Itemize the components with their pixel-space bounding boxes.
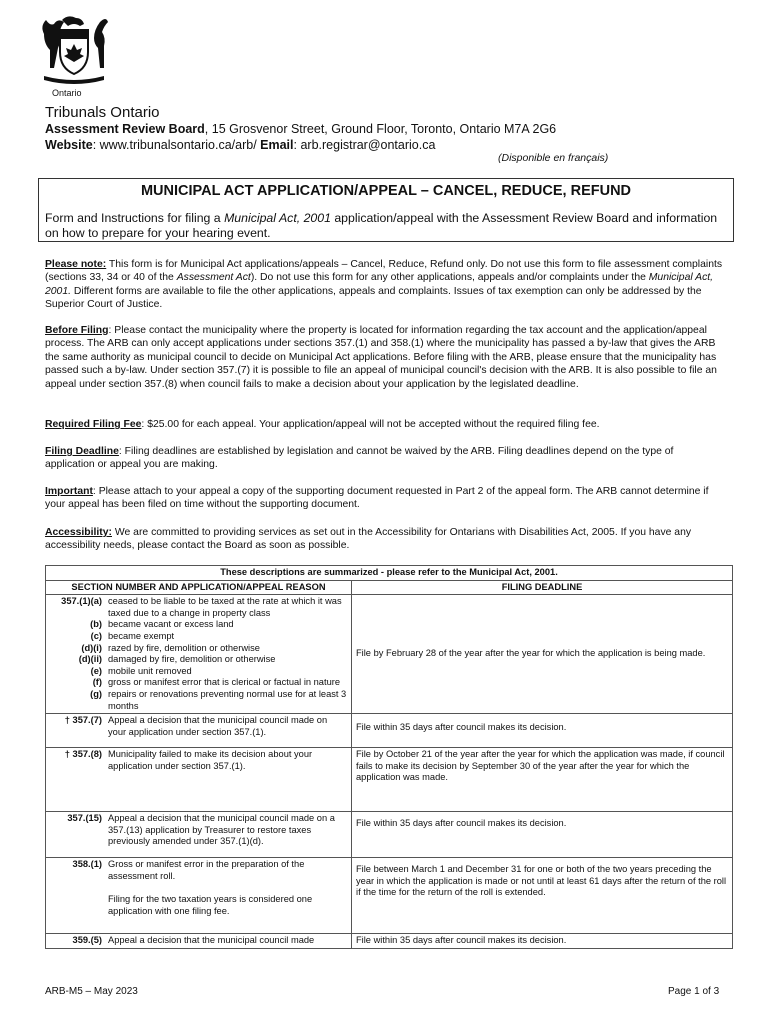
section-number: † 357.(8): [64, 749, 102, 760]
section-number: 357.(15): [67, 813, 102, 824]
before-filing-paragraph: Before Filing: Please contact the municipality where the property is located for information regarding the tax account and the application/appeal process. The ARB can only accept applications under sections 357.(1) and 358.(1) where the municipality has passed a by-law that gives the ARB the same authority as municipal council to decide on Municipal Act applications. Before filing with the ARB, please ensure that the municipality has passed such a by-law. Under section 357.(7) it is possible to file an appeal of municipal council's decision with the ARB. It is also possible to file an appeal under section 357.(8) when council fails to make a decision about your application by the legislated deadline.: [45, 325, 717, 390]
table-caption-row: [46, 566, 733, 581]
section-number: 359.(5): [72, 935, 102, 946]
deadline-cell: File by February 28 of the year after the year for which the application is being made.: [352, 595, 733, 714]
accessibility-heading: Accessibility:: [45, 527, 112, 538]
table-row: [46, 714, 733, 748]
table-caption: These descriptions are summarized - please refer to the Municipal Act, 2001.: [46, 566, 733, 581]
filing-deadline-paragraph: Filing Deadline: Filing deadlines are established by legislation and cannot be waived by the ARB. Filing deadlines depend on the type of application or appeal you are making.: [45, 446, 674, 471]
reason-text: Municipality failed to make its decision about your application under section 357.(1).: [108, 749, 313, 771]
please-note-paragraph: Please note: This form is for Municipal Act applications/appeals – Cancel, Reduce, Refund only. Do not use this form to file assessment complaints (sections 33, 34 or 40 of the Assessment Act). Do not use this form for any other applications, appeals and/or complaints under the Municipal Act, 2001. Different forms are available to file the other applications, appeals and complaints. Issues of tax exemption can only be addressed by the Superior Court of Justice.: [45, 259, 723, 311]
important-heading: Important: [45, 486, 93, 497]
table-row: [46, 812, 733, 858]
column-header-section: SECTION NUMBER AND APPLICATION/APPEAL REASON: [46, 580, 352, 595]
table-row: [46, 595, 733, 714]
contact-line: [45, 138, 435, 152]
reason-text: Appeal a decision that the municipal council made on a 357.(13) application by Treasurer to restore taxes previously amended under 357.(1)(d).: [108, 813, 335, 847]
deadline-cell: File within 35 days after council makes its decision.: [352, 934, 733, 949]
form-intro: Form and Instructions for filing a Municipal Act, 2001 application/appeal with the Assessment Review Board and information on how to prepare for your hearing event.: [45, 211, 718, 240]
deadline-cell: File between March 1 and December 31 for one or both of the two years preceding the year in which the application is made or not until at least 61 days after the return of the roll if the time for the return of the roll is extended.: [352, 858, 733, 934]
email-label: Email: [260, 138, 294, 152]
form-title: MUNICIPAL ACT APPLICATION/APPEAL – CANCEL, REDUCE, REFUND: [140, 183, 632, 199]
please-note-heading: Please note:: [45, 259, 107, 270]
table-header-row: [46, 580, 733, 595]
board-address: [45, 122, 556, 136]
section-number: 358.(1): [72, 859, 102, 870]
column-header-deadline: FILING DEADLINE: [352, 580, 733, 595]
title-box: [38, 178, 734, 242]
logo-wordmark: Ontario: [52, 88, 82, 98]
address-text: , 15 Grosvenor Street, Ground Floor, Toronto, Ontario M7A 2G6: [204, 122, 557, 136]
accessibility-paragraph: Accessibility: We are committed to providing services as set out in the Accessibility for Ontarians with Disabilities Act, 2005. If you have any accessibility needs, please contact the Board as soon as possible.: [45, 527, 692, 552]
form-id-footer: ARB-M5 – May 2023: [45, 986, 138, 997]
important-paragraph: Important: Please attach to your appeal a copy of the supporting document requested in Part 2 of the appeal form. The ARB cannot determine if your appeal has been filed on time without the supporting document.: [45, 486, 709, 511]
filing-fee-heading: Required Filing Fee: [45, 419, 142, 430]
organization-name: Tribunals Ontario: [45, 104, 160, 121]
french-availability-note[interactable]: (Disponible en français): [498, 152, 609, 164]
deadline-cell: File within 35 days after council makes its decision.: [352, 714, 733, 748]
table-row: [46, 934, 733, 949]
section-357-1-reasons: 357.(1)(a) ceased to be liable to be taxed at the rate at which it was taxed due to a change in property class (b) became vacant or excess land (c) became exempt (d)(i) razed by fire, demolition or otherwise (d)(ii) damaged by fire, demolition or otherwise (e) mobile unit removed (f) gross or manifest error that is clerical or factual in nature (g) repairs or renovations preventing normal use for at least 3 months: [46, 595, 352, 714]
table-row: [46, 748, 733, 812]
table-row: [46, 858, 733, 934]
website-label: Website: [45, 138, 93, 152]
page-number: Page 1 of 3: [668, 986, 720, 997]
website-link[interactable]: : www.tribunalsontario.ca/arb/: [92, 138, 261, 152]
reason-text: Gross or manifest error in the preparation of the assessment roll. Filing for the two taxation years is considered one application with one filing fee.: [108, 859, 313, 916]
board-name: Assessment Review Board: [45, 122, 205, 136]
application-reasons-table: [45, 565, 733, 949]
filing-fee-paragraph: Required Filing Fee: $25.00 for each appeal. Your application/appeal will not be accepted without the required filing fee.: [45, 419, 600, 430]
email-link[interactable]: : arb.registrar@ontario.ca: [293, 138, 436, 152]
reason-text: Appeal a decision that the municipal council made on your application under section 357.(1).: [108, 715, 328, 737]
filing-deadline-heading: Filing Deadline: [45, 446, 119, 457]
section-number: † 357.(7): [64, 715, 102, 726]
reason-text: Appeal a decision that the municipal council made: [108, 935, 315, 946]
before-filing-heading: Before Filing: [45, 325, 109, 336]
deadline-cell: File by October 21 of the year after the year for which the application was made, if council fails to make its decision by September 30 of the year after the year for which the application was made.: [352, 748, 733, 812]
deadline-cell: File within 35 days after council makes its decision.: [352, 812, 733, 858]
